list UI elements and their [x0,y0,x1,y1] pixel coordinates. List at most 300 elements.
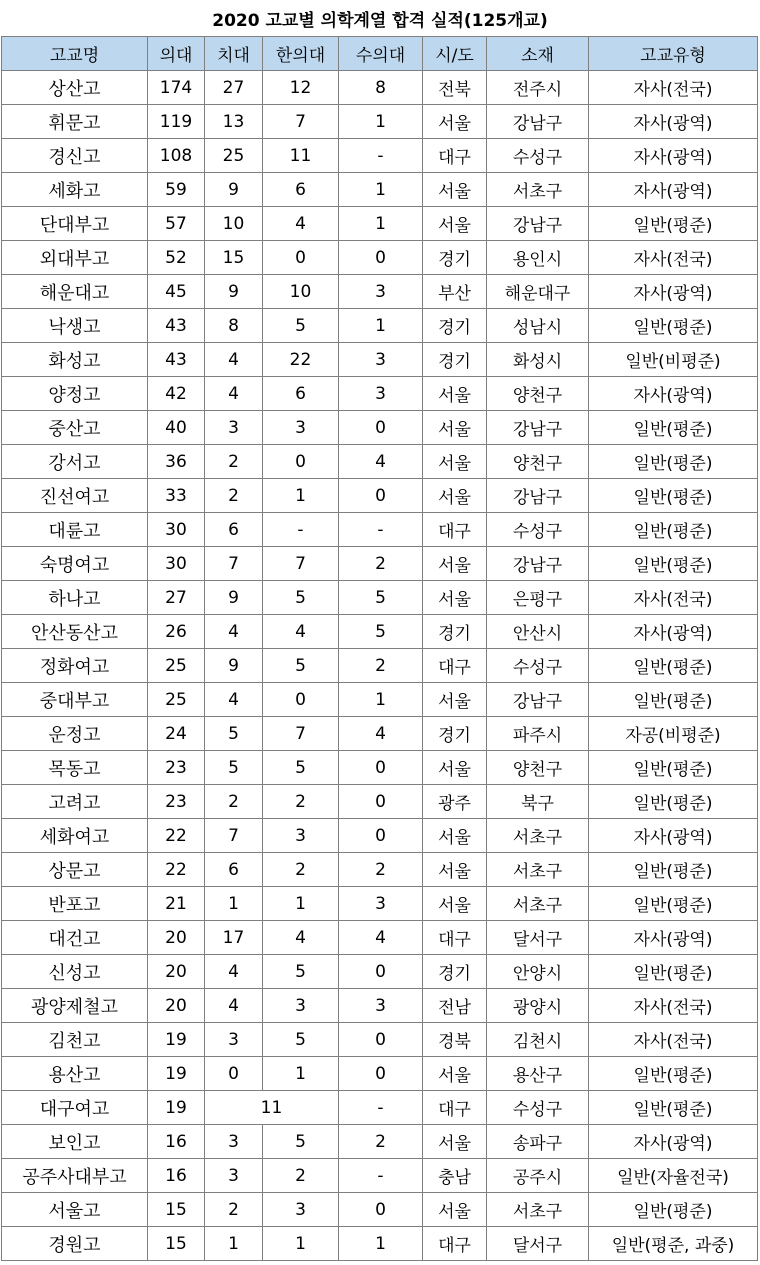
cell-oriental: 1 [263,1227,339,1261]
cell-location: 서초구 [487,1193,589,1227]
cell-school-type: 자사(광역) [589,275,758,309]
table-row [2,921,758,955]
cell-oriental: 5 [263,955,339,989]
cell-province: 서울 [423,887,487,921]
cell-oriental: 3 [263,989,339,1023]
cell-school: 세화여고 [2,819,148,853]
col-header-dental: 치대 [205,37,263,71]
cell-school-type: 일반(평준) [589,887,758,921]
cell-school: 광양제철고 [2,989,148,1023]
cell-dental: 13 [205,105,263,139]
cell-province: 서울 [423,1193,487,1227]
cell-medical: 15 [148,1193,205,1227]
cell-veterinary: 0 [339,241,423,275]
cell-veterinary: - [339,1159,423,1193]
cell-province: 서울 [423,683,487,717]
table-row [2,547,758,581]
cell-school-type: 자사(광역) [589,921,758,955]
cell-medical: 19 [148,1057,205,1091]
cell-province: 경기 [423,241,487,275]
cell-veterinary: 1 [339,309,423,343]
table-row [2,1057,758,1091]
cell-dental-oriental-merged: 11 [205,1091,339,1125]
cell-oriental: 3 [263,819,339,853]
cell-location: 강남구 [487,411,589,445]
cell-location: 전주시 [487,71,589,105]
cell-veterinary: 3 [339,989,423,1023]
cell-medical: 108 [148,139,205,173]
table-body [2,71,758,1261]
cell-veterinary: 0 [339,1023,423,1057]
cell-dental: 4 [205,989,263,1023]
cell-province: 서울 [423,411,487,445]
cell-province: 서울 [423,853,487,887]
cell-province: 대구 [423,921,487,955]
cell-medical: 19 [148,1023,205,1057]
cell-veterinary: 1 [339,207,423,241]
cell-oriental: 7 [263,105,339,139]
cell-veterinary: 4 [339,445,423,479]
cell-province: 대구 [423,1227,487,1261]
cell-school-type: 일반(평준) [589,649,758,683]
cell-school: 반포고 [2,887,148,921]
cell-location: 광양시 [487,989,589,1023]
table-row [2,649,758,683]
cell-province: 서울 [423,173,487,207]
cell-location: 김천시 [487,1023,589,1057]
table-row [2,105,758,139]
cell-province: 경기 [423,615,487,649]
cell-oriental: 22 [263,343,339,377]
cell-oriental: 5 [263,649,339,683]
cell-school-type: 일반(평준, 과중) [589,1227,758,1261]
cell-location: 수성구 [487,1091,589,1125]
cell-school-type: 자사(광역) [589,615,758,649]
table-row [2,819,758,853]
cell-medical: 15 [148,1227,205,1261]
cell-province: 대구 [423,649,487,683]
cell-school: 경신고 [2,139,148,173]
cell-location: 강남구 [487,105,589,139]
cell-school: 강서고 [2,445,148,479]
cell-veterinary: 1 [339,105,423,139]
cell-medical: 174 [148,71,205,105]
table-row [2,1159,758,1193]
cell-medical: 22 [148,853,205,887]
cell-medical: 23 [148,785,205,819]
cell-school: 상산고 [2,71,148,105]
table-row [2,581,758,615]
cell-dental: 3 [205,1125,263,1159]
cell-location: 용산구 [487,1057,589,1091]
cell-school-type: 일반(평준) [589,207,758,241]
cell-oriental: 12 [263,71,339,105]
cell-medical: 23 [148,751,205,785]
table-row [2,173,758,207]
cell-province: 서울 [423,819,487,853]
cell-province: 경기 [423,309,487,343]
cell-dental: 4 [205,955,263,989]
cell-location: 달서구 [487,921,589,955]
cell-location: 강남구 [487,547,589,581]
cell-medical: 26 [148,615,205,649]
cell-school-type: 자공(비평준) [589,717,758,751]
table-row [2,717,758,751]
cell-school-type: 자사(광역) [589,105,758,139]
cell-dental: 27 [205,71,263,105]
table-row [2,615,758,649]
table-row [2,513,758,547]
cell-medical: 25 [148,649,205,683]
col-header-location: 소재 [487,37,589,71]
cell-oriental: 1 [263,479,339,513]
cell-medical: 52 [148,241,205,275]
cell-province: 전북 [423,71,487,105]
cell-dental: 3 [205,1159,263,1193]
cell-veterinary: 1 [339,1227,423,1261]
cell-dental: 9 [205,581,263,615]
cell-oriental: 7 [263,547,339,581]
cell-dental: 2 [205,1193,263,1227]
cell-dental: 7 [205,819,263,853]
cell-province: 서울 [423,1057,487,1091]
cell-veterinary: 3 [339,887,423,921]
cell-school-type: 자사(광역) [589,173,758,207]
cell-school: 화성고 [2,343,148,377]
cell-province: 서울 [423,445,487,479]
cell-dental: 5 [205,717,263,751]
table-row [2,377,758,411]
table-row [2,1091,758,1125]
cell-location: 강남구 [487,479,589,513]
cell-school: 대륜고 [2,513,148,547]
cell-veterinary: 2 [339,1125,423,1159]
cell-medical: 20 [148,955,205,989]
table-row [2,139,758,173]
cell-school-type: 자사(전국) [589,1023,758,1057]
cell-medical: 25 [148,683,205,717]
cell-school: 양정고 [2,377,148,411]
cell-dental: 4 [205,615,263,649]
cell-school: 정화여고 [2,649,148,683]
cell-veterinary: 8 [339,71,423,105]
cell-medical: 30 [148,547,205,581]
cell-oriental: 2 [263,1159,339,1193]
table-row [2,785,758,819]
table-row [2,1227,758,1261]
cell-dental: 2 [205,479,263,513]
cell-dental: 2 [205,785,263,819]
cell-dental: 1 [205,887,263,921]
cell-location: 용인시 [487,241,589,275]
cell-school: 대건고 [2,921,148,955]
cell-dental: 9 [205,173,263,207]
cell-school: 공주사대부고 [2,1159,148,1193]
cell-dental: 25 [205,139,263,173]
cell-location: 송파구 [487,1125,589,1159]
cell-school: 상문고 [2,853,148,887]
table-row [2,309,758,343]
cell-school-type: 일반(평준) [589,513,758,547]
cell-oriental: 4 [263,921,339,955]
cell-dental: 2 [205,445,263,479]
cell-school: 경원고 [2,1227,148,1261]
table-row [2,1193,758,1227]
cell-dental: 1 [205,1227,263,1261]
cell-veterinary: - [339,513,423,547]
cell-location: 양천구 [487,445,589,479]
cell-dental: 0 [205,1057,263,1091]
cell-veterinary: 4 [339,921,423,955]
table-row [2,411,758,445]
cell-province: 서울 [423,479,487,513]
cell-medical: 59 [148,173,205,207]
table-row [2,955,758,989]
cell-location: 북구 [487,785,589,819]
cell-oriental: 6 [263,173,339,207]
cell-school: 운정고 [2,717,148,751]
cell-oriental: 4 [263,207,339,241]
cell-oriental: 5 [263,751,339,785]
cell-province: 대구 [423,139,487,173]
cell-school: 용산고 [2,1057,148,1091]
cell-location: 양천구 [487,377,589,411]
cell-veterinary: 3 [339,343,423,377]
cell-location: 공주시 [487,1159,589,1193]
table-row [2,71,758,105]
cell-school-type: 일반(평준) [589,955,758,989]
cell-province: 충남 [423,1159,487,1193]
cell-dental: 6 [205,513,263,547]
table-row [2,989,758,1023]
cell-oriental: 3 [263,1193,339,1227]
cell-province: 경기 [423,343,487,377]
cell-school-type: 일반(평준) [589,1091,758,1125]
cell-veterinary: 2 [339,649,423,683]
cell-oriental: 0 [263,683,339,717]
cell-medical: 43 [148,343,205,377]
cell-medical: 27 [148,581,205,615]
cell-oriental: 0 [263,445,339,479]
cell-school-type: 일반(평준) [589,853,758,887]
cell-dental: 10 [205,207,263,241]
cell-school: 세화고 [2,173,148,207]
cell-location: 안산시 [487,615,589,649]
cell-oriental: 6 [263,377,339,411]
table-row [2,887,758,921]
cell-province: 서울 [423,1125,487,1159]
cell-medical: 30 [148,513,205,547]
col-header-school-type: 고교유형 [589,37,758,71]
cell-veterinary: 2 [339,547,423,581]
cell-veterinary: - [339,139,423,173]
cell-school-type: 자사(전국) [589,989,758,1023]
cell-province: 부산 [423,275,487,309]
cell-school-type: 일반(자율전국) [589,1159,758,1193]
cell-medical: 20 [148,921,205,955]
cell-location: 화성시 [487,343,589,377]
cell-location: 해운대구 [487,275,589,309]
cell-dental: 9 [205,649,263,683]
cell-oriental: 5 [263,1125,339,1159]
cell-oriental: 7 [263,717,339,751]
cell-school: 해운대고 [2,275,148,309]
cell-dental: 4 [205,377,263,411]
cell-oriental: 5 [263,309,339,343]
cell-medical: 21 [148,887,205,921]
cell-location: 은평구 [487,581,589,615]
cell-school-type: 일반(비평준) [589,343,758,377]
header-row [2,37,758,71]
cell-medical: 22 [148,819,205,853]
cell-school: 낙생고 [2,309,148,343]
cell-veterinary: 0 [339,955,423,989]
cell-oriental: 1 [263,887,339,921]
cell-location: 서초구 [487,887,589,921]
cell-veterinary: 2 [339,853,423,887]
cell-veterinary: 5 [339,581,423,615]
cell-province: 서울 [423,207,487,241]
cell-location: 안양시 [487,955,589,989]
cell-school: 중대부고 [2,683,148,717]
cell-school-type: 자사(전국) [589,241,758,275]
table-row [2,751,758,785]
cell-medical: 16 [148,1125,205,1159]
cell-school-type: 일반(평준) [589,751,758,785]
col-header-veterinary: 수의대 [339,37,423,71]
cell-veterinary: 0 [339,819,423,853]
cell-dental: 15 [205,241,263,275]
cell-school-type: 자사(전국) [589,71,758,105]
cell-school: 김천고 [2,1023,148,1057]
cell-location: 강남구 [487,207,589,241]
cell-school: 대구여고 [2,1091,148,1125]
cell-oriental: 1 [263,1057,339,1091]
cell-oriental: 0 [263,241,339,275]
cell-school: 진선여고 [2,479,148,513]
cell-veterinary: - [339,1091,423,1125]
cell-medical: 42 [148,377,205,411]
cell-school-type: 일반(평준) [589,683,758,717]
cell-province: 대구 [423,1091,487,1125]
cell-school-type: 일반(평준) [589,411,758,445]
table-row [2,343,758,377]
cell-location: 성남시 [487,309,589,343]
cell-medical: 33 [148,479,205,513]
cell-school: 중산고 [2,411,148,445]
cell-oriental: 2 [263,785,339,819]
cell-location: 수성구 [487,649,589,683]
cell-medical: 57 [148,207,205,241]
cell-oriental: 5 [263,1023,339,1057]
cell-province: 서울 [423,105,487,139]
table-row [2,445,758,479]
cell-school: 단대부고 [2,207,148,241]
col-header-province: 시/도 [423,37,487,71]
cell-province: 전남 [423,989,487,1023]
cell-location: 양천구 [487,751,589,785]
cell-veterinary: 0 [339,1057,423,1091]
cell-school-type: 일반(평준) [589,785,758,819]
cell-province: 서울 [423,547,487,581]
cell-dental: 4 [205,683,263,717]
cell-medical: 20 [148,989,205,1023]
cell-dental: 9 [205,275,263,309]
cell-medical: 16 [148,1159,205,1193]
cell-medical: 36 [148,445,205,479]
cell-oriental: 4 [263,615,339,649]
cell-school-type: 자사(광역) [589,1125,758,1159]
cell-location: 수성구 [487,513,589,547]
cell-school: 목동고 [2,751,148,785]
cell-school: 서울고 [2,1193,148,1227]
cell-oriental: - [263,513,339,547]
col-header-medical: 의대 [148,37,205,71]
cell-school: 보인고 [2,1125,148,1159]
table-row [2,853,758,887]
cell-school: 안산동산고 [2,615,148,649]
cell-dental: 5 [205,751,263,785]
cell-location: 달서구 [487,1227,589,1261]
cell-school-type: 일반(평준) [589,309,758,343]
cell-school-type: 자사(광역) [589,819,758,853]
cell-location: 서초구 [487,853,589,887]
cell-school: 휘문고 [2,105,148,139]
cell-school-type: 자사(전국) [589,581,758,615]
results-table [1,36,758,1261]
table-row [2,479,758,513]
cell-medical: 24 [148,717,205,751]
cell-location: 파주시 [487,717,589,751]
cell-dental: 7 [205,547,263,581]
cell-veterinary: 3 [339,275,423,309]
cell-school: 외대부고 [2,241,148,275]
cell-veterinary: 0 [339,751,423,785]
cell-school: 신성고 [2,955,148,989]
cell-oriental: 10 [263,275,339,309]
cell-location: 강남구 [487,683,589,717]
cell-location: 수성구 [487,139,589,173]
page-title: 2020 고교별 의학계열 합격 실적(125개교) [212,10,548,31]
cell-school-type: 일반(평준) [589,479,758,513]
table-row [2,207,758,241]
cell-province: 경기 [423,717,487,751]
col-header-school: 고교명 [2,37,148,71]
cell-province: 서울 [423,377,487,411]
cell-school-type: 일반(평준) [589,1193,758,1227]
cell-school: 숙명여고 [2,547,148,581]
col-header-oriental: 한의대 [263,37,339,71]
cell-medical: 43 [148,309,205,343]
cell-veterinary: 1 [339,683,423,717]
cell-medical: 119 [148,105,205,139]
cell-location: 서초구 [487,173,589,207]
cell-school: 고려고 [2,785,148,819]
cell-medical: 40 [148,411,205,445]
cell-dental: 6 [205,853,263,887]
cell-dental: 17 [205,921,263,955]
table-row [2,1125,758,1159]
cell-school-type: 일반(평준) [589,1057,758,1091]
cell-school-type: 자사(광역) [589,139,758,173]
table-row [2,683,758,717]
cell-province: 대구 [423,513,487,547]
cell-dental: 4 [205,343,263,377]
cell-school-type: 일반(평준) [589,547,758,581]
cell-oriental: 11 [263,139,339,173]
cell-oriental: 2 [263,853,339,887]
cell-veterinary: 0 [339,1193,423,1227]
